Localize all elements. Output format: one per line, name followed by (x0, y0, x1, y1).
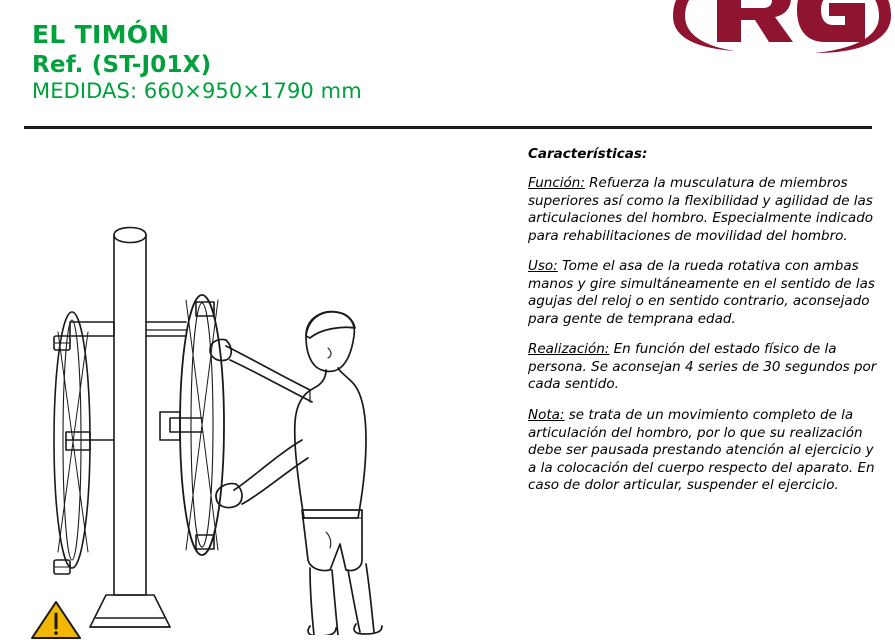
section-funcion (528, 175, 878, 245)
title-block (32, 20, 362, 104)
leg-left-front (310, 568, 314, 635)
post-base (90, 595, 170, 627)
torso (295, 368, 366, 518)
arm-upper-right (230, 360, 312, 402)
characteristics-column (528, 146, 878, 508)
post-column (114, 228, 146, 596)
section-nota (528, 407, 878, 495)
section-nota-text: se trata de un movimiento completo de la articulación del hombro, por lo que su realización debe ser pausada prestando atención al ejercicio y a la colocación del cuerpo respecto del aparato. En caso de dolor articular, suspender el ejercicio. (528, 407, 875, 494)
leg-right-back (366, 564, 374, 632)
characteristics-heading: Características: (528, 146, 648, 162)
section-funcion-label: Función: (528, 175, 585, 191)
leg-left-back (332, 570, 338, 635)
person-figure (210, 312, 382, 635)
product-reference: Ref. (ST-J01X) (32, 51, 212, 78)
section-realizacion-label: Realización: (528, 341, 610, 358)
page-title: EL TIMÓN (32, 20, 170, 49)
wheel-small-left (54, 312, 114, 574)
leg-right-front (348, 570, 360, 632)
section-uso (528, 258, 878, 328)
cap (306, 312, 355, 338)
shorts (302, 510, 362, 571)
section-uso-label: Uso: (528, 258, 558, 275)
wheel-large-right (160, 295, 224, 555)
section-realizacion (528, 341, 878, 394)
foot-left (308, 626, 336, 635)
page-header (0, 0, 895, 122)
warning-triangle-icon (30, 600, 82, 640)
section-funcion-text: Refuerza la musculatura de miembros superiores así como la flexibilidad y agilidad de las articulaciones del hombro. Especialmente indicado para rehabilitaciones de movilidad del hombro. (528, 175, 874, 244)
arm-lower-upper (234, 440, 302, 490)
brand-logo-icon (665, 0, 895, 68)
arm-upper-left (226, 346, 310, 390)
section-realizacion-text: En función del estado físico de la persona. Se aconsejan 4 series de 30 segundos por cada sentido. (528, 341, 877, 393)
technical-drawing-el-timon (10, 140, 490, 635)
section-uso-text: Tome el asa de la rueda rotativa con ambas manos y gire simultáneamente en el sentido de las agujas del reloj o en sentido contrario, aconsejado para gente de temprana edad. (528, 258, 875, 327)
product-measures: MEDIDAS: 660×950×1790 mm (32, 78, 362, 103)
header-divider (24, 126, 872, 129)
section-nota-label: Nota: (528, 407, 565, 424)
